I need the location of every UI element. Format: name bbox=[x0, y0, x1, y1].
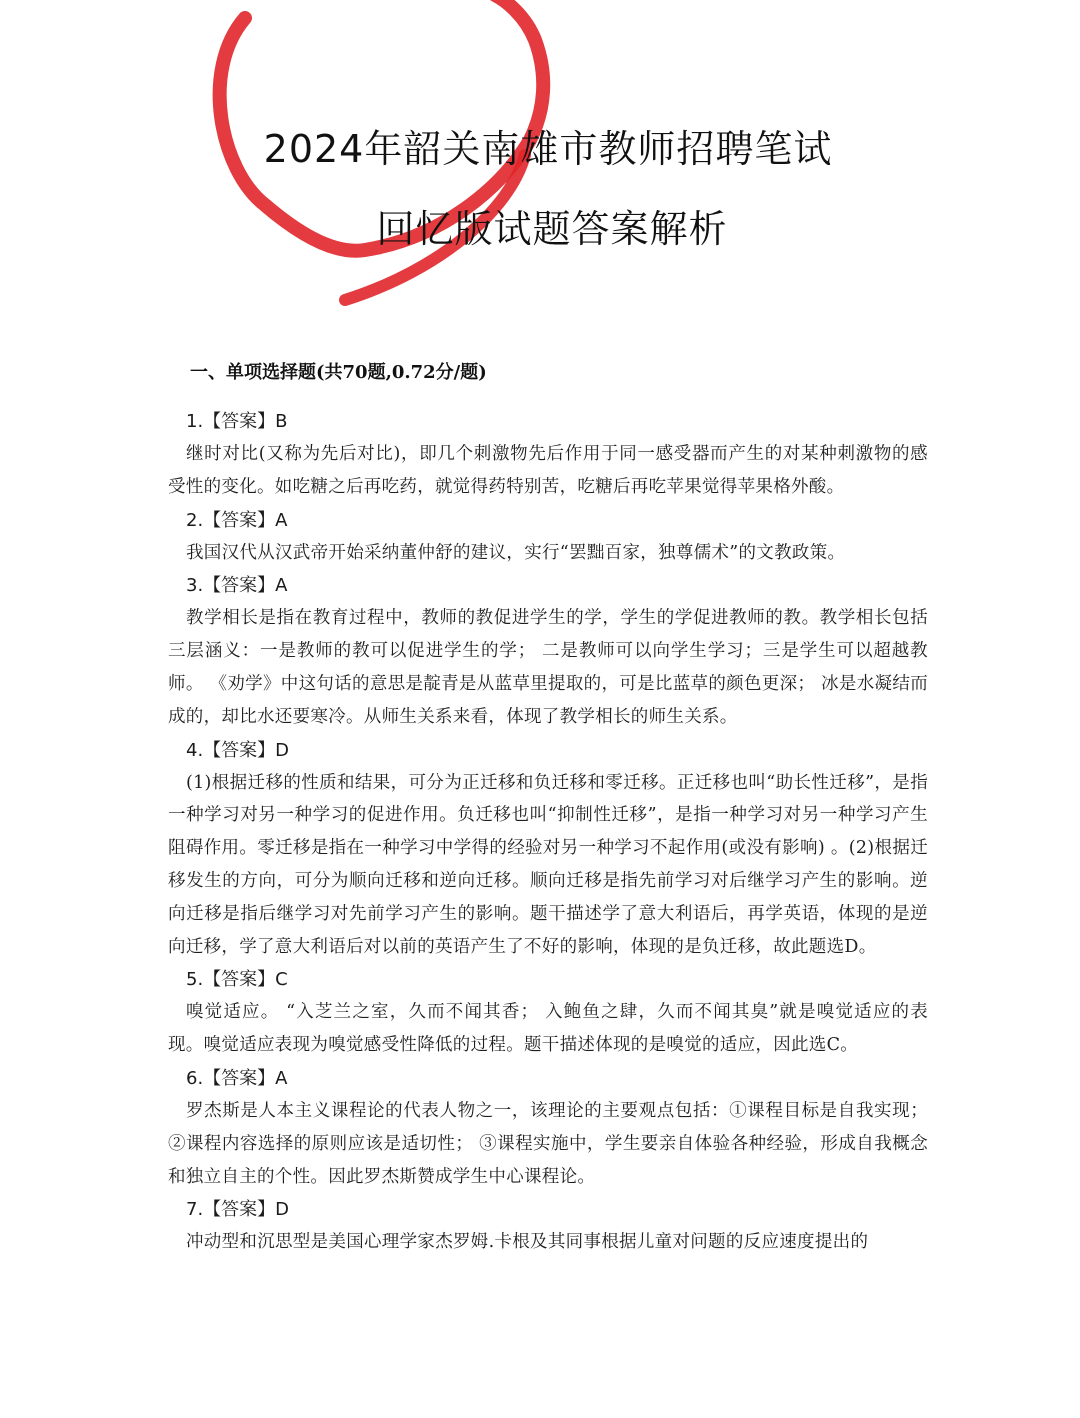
answer-explanation: 继时对比(又称为先后对比)，即几个刺激物先后作用于同一感受器而产生的对某种刺激物的感受性的变化。如吃糖之后再吃药，就觉得药特别苦，吃糖后再吃苹果觉得苹果格外酸。 bbox=[168, 444, 928, 497]
answer-label: 7.【答案】D bbox=[186, 1199, 290, 1221]
answer-explanation: 嗅觉适应。 “入芝兰之室，久而不闻其香； 入鲍鱼之肆，久而不闻其臭”就是嗅觉适应的表现。嗅觉适应表现为嗅觉感受性降低的过程。题干描述体现的是嗅觉的适应，因此选C。 bbox=[168, 1002, 928, 1056]
answer-item bbox=[168, 963, 928, 1062]
document-title-line2: 回忆版试题答案解析 bbox=[376, 207, 728, 251]
answer-explanation: 冲动型和沉思型是美国心理学家杰罗姆.卡根及其同事根据儿童对问题的反应速度提出的 bbox=[186, 1232, 869, 1253]
answer-label: 4.【答案】D bbox=[186, 739, 290, 761]
answer-item bbox=[168, 734, 928, 964]
answer-item bbox=[168, 1193, 928, 1259]
answer-explanation: (1)根据迁移的性质和结果，可分为正迁移和负迁移和零迁移。正迁移也叫“助长性迁移”，是指一种学习对另一种学习的促进作用。负迁移也叫“抑制性迁移”，是指一种学习对另一种学习产生阻碍作用。零迁移是指在一种学习中学得的经验对另一种学习不起作用(或没有影响) 。(2)根据迁移发生的方向，可分为顺向迁移和逆向迁移。顺向迁移是指先前学习对后继学习产生的影响。逆向迁移是指后继学习对先前学习产生的影响。题干描述学了意大利语后，再学英语，体现的是逆向迁移，学了意大利语后对以前的英语产生了不好的影响，体现的是负迁移，故此题选D。 bbox=[168, 772, 928, 957]
answer-explanation: 教学相长是指在教育过程中，教师的教促进学生的学，学生的学促进教师的教。教学相长包括三层涵义：一是教师的教可以促进学生的学； 二是教师可以向学生学习；三是学生可以超越教师。 《劝学》中这句话的意思是靛青是从蓝草里提取的，可是比蓝草的颜色更深； 冰是水凝结而成的，却比水还要寒冷。从师生关系来看，体现了教学相长的师生关系。 bbox=[168, 608, 928, 727]
answer-label: 2.【答案】A bbox=[186, 509, 288, 531]
answer-item bbox=[168, 405, 928, 504]
answer-label: 1.【答案】B bbox=[186, 411, 288, 432]
section-heading: 一、单项选择题(共70题,0.72分/题) bbox=[190, 362, 487, 383]
red-circle-annotation bbox=[0, 0, 1080, 360]
answer-label: 5.【答案】C bbox=[186, 969, 288, 991]
answer-list bbox=[168, 405, 928, 1259]
answer-item bbox=[168, 569, 928, 733]
answer-explanation: 罗杰斯是人本主义课程论的代表人物之一，该理论的主要观点包括：①课程目标是自我实现； ②课程内容选择的原则应该是适切性； ③课程实施中，学生要亲自体验各种经验，形成自我概念和独立自主的个性。因此罗杰斯赞成学生中心课程论。 bbox=[168, 1100, 928, 1187]
document-title-line1: 2024年韶关南雄市教师招聘笔试 bbox=[263, 127, 833, 171]
answer-label: 6.【答案】A bbox=[186, 1067, 288, 1089]
answer-item bbox=[168, 504, 928, 570]
answer-item bbox=[168, 1062, 928, 1193]
answer-explanation: 我国汉代从汉武帝开始采纳董仲舒的建议，实行“罢黜百家，独尊儒术”的文教政策。 bbox=[186, 542, 846, 563]
answer-label: 3.【答案】A bbox=[186, 575, 288, 597]
